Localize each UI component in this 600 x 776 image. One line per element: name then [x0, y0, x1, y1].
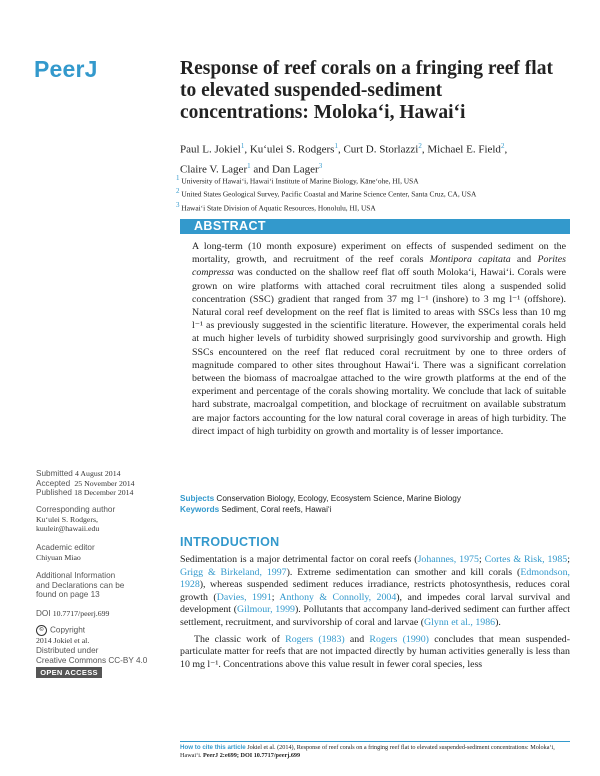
- affiliation: [176, 186, 586, 199]
- article-title: Response of reef corals on a fringing reef flat to elevated suspended-sediment concentrations: Moloka‘i, Hawai‘i: [180, 58, 553, 123]
- text-segment: The classic work of: [194, 633, 286, 645]
- academic-editor-name: Chiyuan Miao: [36, 552, 81, 562]
- corresponding-author-name: Ku‘ulei S. Rodgers,: [36, 514, 98, 524]
- keywords-label: Keywords: [180, 505, 220, 514]
- abstract-segment: was conducted on the shallow reef flat off south Moloka‘i, Hawai‘i. Corals were grown on wire platforms with attached coral recruitment tiles along a suspended solid concentration (SSC) gradient that ranged from 37 mg l⁻¹ (inshore) to 3 mg l⁻¹ (offshore). Natural coral reef development on the reef flat is limited to areas with SSCs less than 10 mg l⁻¹ as previously suggested in the scientific literature. However, the experimental corals held at much higher levels of turbidity showed surprisingly good survivorship and growth. High SSCs encountered on the reef flat reduced coral recruitment by one to three orders of magnitude compared to other sites throughout Hawai‘i. There was a significant correlation between the biomass of macroalgae attached to the wire growth platforms at the end of the experiment and percentage of the corals showing mortality. We conclude that lack of suitable hard substrate, macroalgal competition, and blockage of recruitment on available substratum are major factors accounting for the low natural coral coverage in areas of high turbidity. The direct impact of high turbidity on growth and mortality is of lesser importance.: [192, 267, 566, 437]
- accepted-date: 25 November 2014: [74, 478, 135, 488]
- subjects-row: [180, 493, 461, 504]
- text-segment: ;: [567, 554, 570, 565]
- affiliation-text: University of Hawai‘i, Hawai‘i Institute of Marine Biology, Kāne‘ohe, HI, USA: [181, 176, 419, 186]
- author-separator: ,: [421, 143, 428, 156]
- citation-link[interactable]: Cortes & Risk, 1985: [484, 554, 568, 565]
- author-affiliation-marker: 2: [500, 142, 505, 150]
- abstract-segment: and: [510, 254, 538, 266]
- abstract-text: [192, 240, 566, 438]
- affiliation-number: 2: [176, 187, 180, 196]
- introduction-heading: INTRODUCTION: [180, 535, 280, 549]
- submitted-date: 4 August 2014: [75, 469, 121, 478]
- accepted-label: Accepted: [36, 478, 71, 488]
- open-access-badge: OPEN ACCESS: [36, 667, 102, 678]
- author-affiliation-marker: 1: [247, 161, 251, 170]
- subjects-label: Subjects: [180, 494, 215, 503]
- journal-logo: PeerJ: [34, 56, 98, 82]
- corresponding-author-block: [36, 505, 166, 534]
- author-name[interactable]: Michael E. Field: [427, 143, 501, 156]
- copyright-block: [36, 625, 166, 646]
- author-affiliation-marker: 3: [318, 161, 323, 170]
- citation-link[interactable]: Gilmour, 1999: [237, 604, 295, 616]
- license-block: [36, 646, 166, 665]
- author-affiliation-marker: 1: [334, 142, 338, 150]
- citation-link[interactable]: Rogers (1990): [369, 633, 429, 645]
- citation-footer: [180, 744, 570, 760]
- doi-label: DOI: [36, 609, 51, 618]
- affiliation: [176, 200, 586, 213]
- author-affiliation-marker: 1: [240, 142, 245, 150]
- copyright-label: Copyright: [50, 625, 86, 635]
- species-name: Montipora capitata: [429, 254, 511, 266]
- footer-divider: [180, 741, 570, 742]
- author-affiliation-marker: 2: [418, 142, 422, 150]
- citation-link[interactable]: Edmondson, 1928: [180, 566, 570, 591]
- citation-link[interactable]: Rogers (1983): [285, 633, 345, 645]
- affiliation-number: 1: [176, 174, 180, 182]
- citation-link[interactable]: Grigg & Birkeland, 1997: [180, 566, 287, 578]
- text-segment: Sedimentation is a major detrimental factor on coral reefs (: [180, 554, 418, 565]
- author-separator: and: [250, 163, 272, 176]
- published-date: 18 December 2014: [74, 488, 134, 498]
- text-segment: ;: [271, 591, 280, 603]
- author-separator: ,: [337, 143, 344, 156]
- academic-editor-label: Academic editor: [36, 543, 95, 552]
- introduction-body: [180, 554, 570, 671]
- license-link[interactable]: Creative Commons CC-BY 4.0: [36, 655, 148, 665]
- submission-dates: [36, 469, 166, 498]
- copyright-icon: ©: [36, 625, 47, 636]
- additional-info: [36, 571, 128, 600]
- abstract-heading: ABSTRACT: [194, 219, 266, 233]
- intro-paragraph: [180, 554, 570, 630]
- author-name[interactable]: Curt D. Storlazzi: [343, 143, 419, 156]
- author-list: [180, 138, 580, 177]
- affiliation-text: Hawai‘i State Division of Aquatic Resources, Honolulu, HI, USA: [181, 203, 376, 213]
- doi-block: [36, 609, 166, 619]
- text-segment: concludes that mean suspended-particulate matter for reefs that are not impacted directly by human activities generally is less than 10 mg l⁻¹. Concentrations above this value result in fewer coral species, less: [180, 633, 571, 670]
- author-name[interactable]: Claire V. Lager: [180, 163, 248, 176]
- citation-link[interactable]: Davies, 1991: [216, 591, 272, 603]
- keywords-row: [180, 504, 332, 515]
- how-to-cite-text: Jokiel et al. (2014), Response of reef corals on a fringing reef flat to elevated suspended-sediment concentrations: Moloka‘i, Hawai‘i.: [180, 744, 555, 759]
- text-segment: ). Pollutants that accompany land-derived sediment can further affect settlement, recruitment, and survivorship of coral and larvae (: [180, 604, 570, 628]
- species-name: Porites compressa: [192, 254, 566, 279]
- citation-link[interactable]: Glynn et al., 1986: [424, 616, 496, 628]
- citation-link[interactable]: Anthony & Connolly, 2004: [279, 591, 397, 603]
- intro-paragraph: [180, 634, 570, 672]
- subjects-list[interactable]: Conservation Biology, Ecology, Ecosystem Science, Marine Biology: [216, 494, 461, 503]
- academic-editor-block: [36, 543, 166, 562]
- abstract-heading-bar: [180, 219, 570, 234]
- how-to-cite-label: How to cite this article: [180, 744, 246, 751]
- keywords-list: Sediment, Coral reefs, Hawai‘i: [221, 505, 332, 514]
- corresponding-author-email[interactable]: kuuleir@hawaii.edu: [36, 524, 100, 534]
- submitted-label: Submitted: [36, 469, 73, 478]
- text-segment: ), and impedes coral larval survival and development (: [180, 591, 571, 616]
- author-name[interactable]: Ku‘ulei S. Rodgers: [249, 143, 335, 156]
- additional-info-text[interactable]: Additional Information and Declarations can be found on page 13: [36, 571, 125, 600]
- text-segment: ), whereas suspended sediment reduces irradiance, restricts photosynthesis, reduces coral growth (: [180, 579, 570, 603]
- author-separator: ,: [244, 143, 250, 156]
- affiliation-number: 3: [176, 200, 180, 209]
- author-separator: ,: [504, 143, 508, 156]
- published-label: Published: [36, 488, 72, 498]
- journal-reference[interactable]: PeerJ 2:e699; DOI 10.7717/peerj.699: [203, 752, 301, 759]
- license-line: Distributed under: [36, 646, 99, 655]
- affiliation-list: [176, 173, 586, 213]
- citation-link[interactable]: Johannes, 1975: [417, 554, 479, 565]
- copyright-text: 2014 Jokiel et al.: [36, 636, 90, 645]
- abstract-segment: A long-term (10 month exposure) experiment on effects of suspended sediment on the mortality, growth, and recruitment of the reef corals: [192, 241, 566, 266]
- affiliation-text: United States Geological Survey, Pacific Coastal and Marine Science Center, Santa Cruz, CA, USA: [181, 189, 477, 199]
- author-name[interactable]: Paul L. Jokiel: [180, 143, 241, 156]
- text-segment: ).: [495, 616, 501, 628]
- doi-link[interactable]: 10.7717/peerj.699: [52, 609, 110, 618]
- text-segment: and: [344, 633, 370, 645]
- text-segment: ). Extreme sedimentation can smother and kill corals (: [286, 566, 521, 578]
- text-segment: ;: [478, 554, 485, 565]
- author-name[interactable]: Dan Lager: [272, 163, 319, 176]
- corresponding-author-label: Corresponding author: [36, 505, 116, 514]
- affiliation: [176, 173, 586, 186]
